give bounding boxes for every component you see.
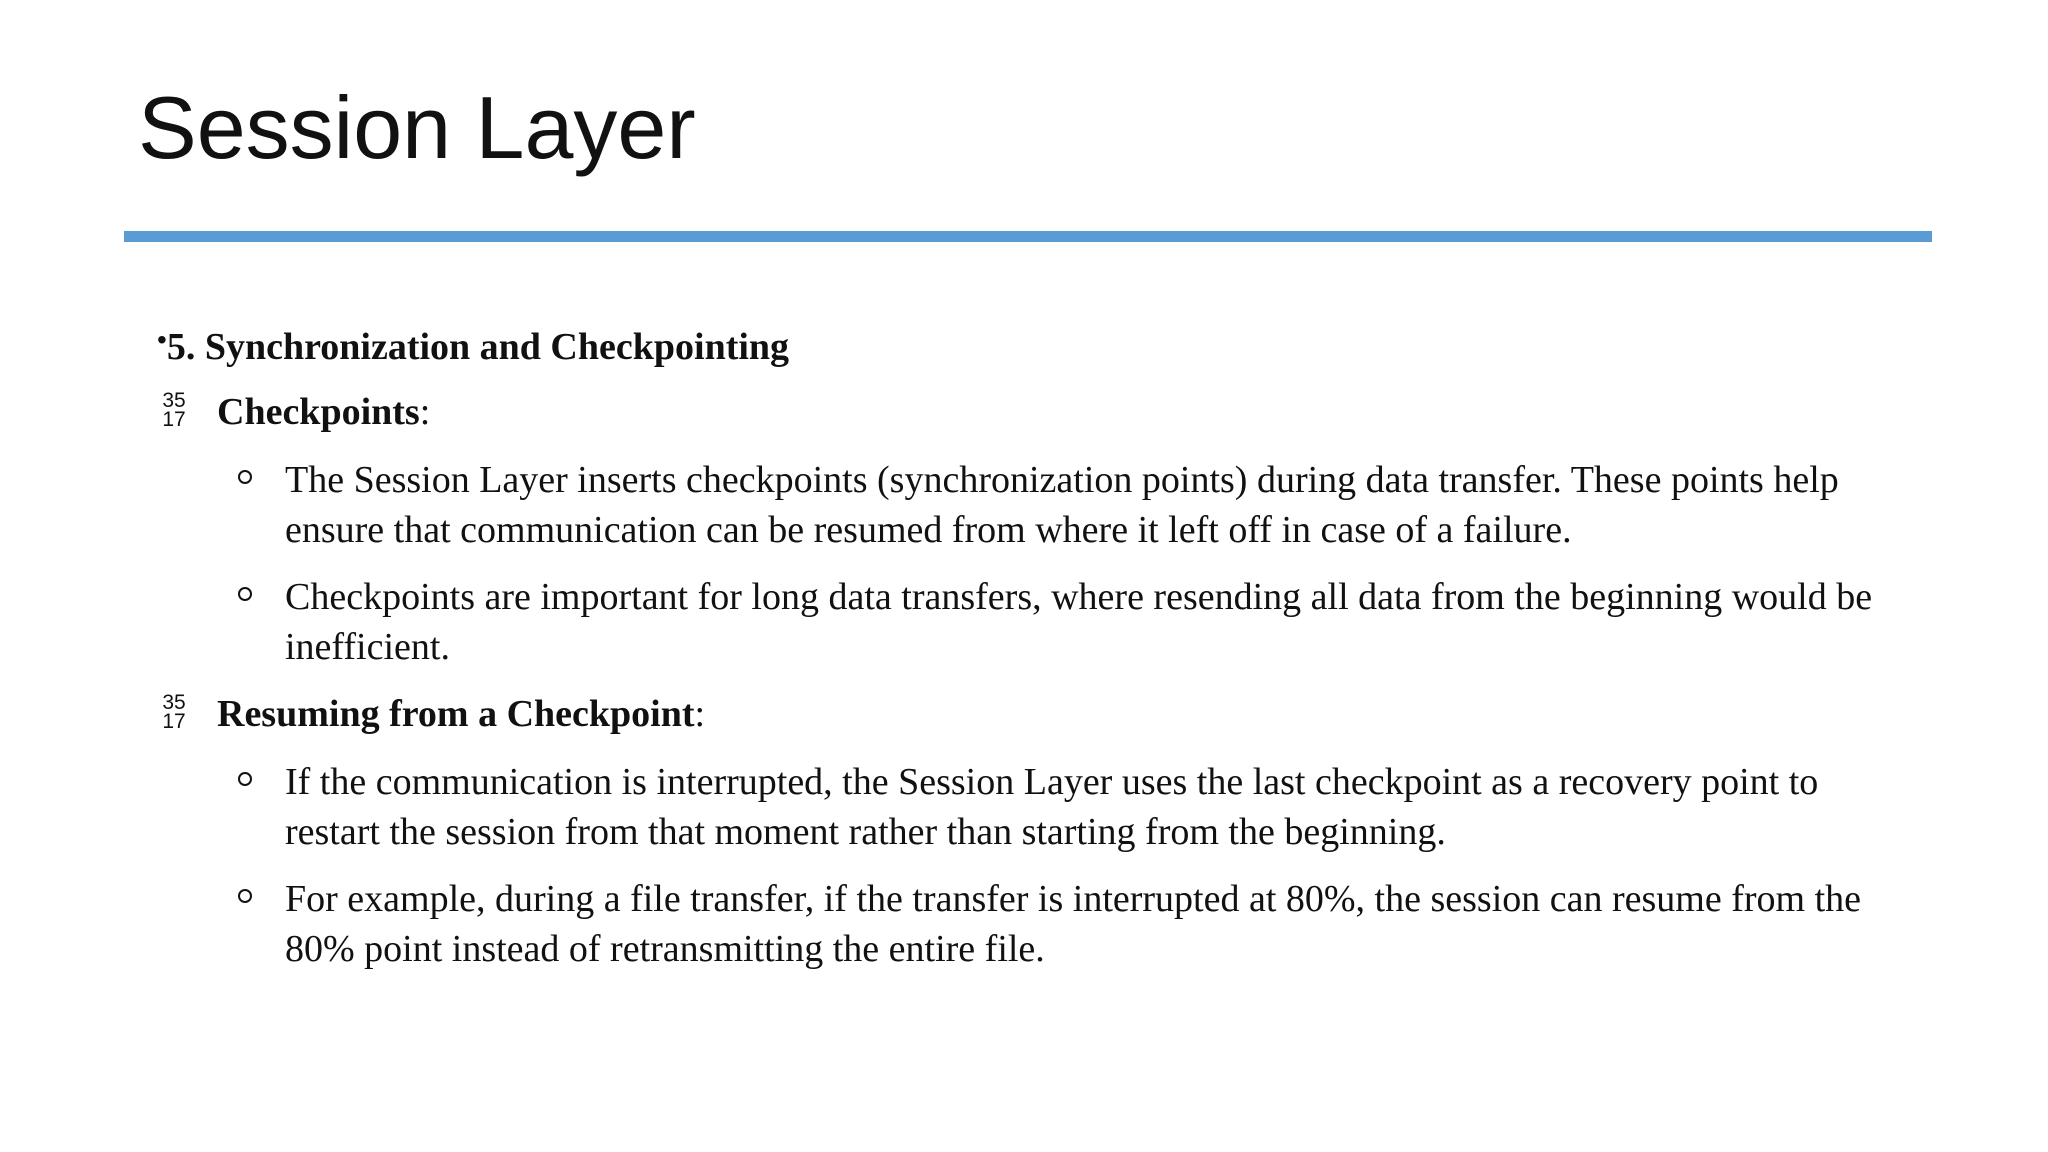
list-item-line: restart the session from that moment rather than starting from the beginning.	[285, 811, 1446, 853]
list-item-text	[285, 757, 1925, 857]
bullet-dot-icon: •	[157, 324, 167, 355]
slide-title: Session Layer	[138, 78, 696, 177]
subsection-label-text: Resuming from a Checkpoint	[217, 693, 695, 735]
subsection-marker-icon	[159, 693, 189, 731]
hollow-circle-bullet-icon	[238, 587, 252, 601]
subsection-label-suffix: :	[694, 693, 706, 735]
marker-bottom-number: 17	[162, 710, 186, 733]
list-item-line: Checkpoints are important for long data transfers, where resending all data from the beginning would be	[285, 576, 1873, 618]
marker-top-number: 35	[162, 389, 186, 412]
list-item-line: 80% point instead of retransmitting the entire file.	[285, 928, 1045, 970]
title-underline-rule	[124, 231, 1932, 242]
list-item-line: ensure that communication can be resumed from where it left off in case of a failure.	[285, 509, 1572, 551]
section-heading-text: 5. Synchronization and Checkpointing	[166, 326, 790, 368]
subsection-label	[217, 387, 430, 437]
list-item-text	[285, 572, 1925, 672]
subsection-label	[217, 689, 705, 739]
hollow-circle-bullet-icon	[238, 772, 252, 786]
list-item-line: For example, during a file transfer, if the transfer is interrupted at 80%, the session can resume from the	[285, 878, 1862, 920]
section-heading	[157, 322, 789, 375]
list-item-line: If the communication is interrupted, the Session Layer uses the last checkpoint as a recovery point to	[285, 761, 1819, 803]
list-item-line: The Session Layer inserts checkpoints (synchronization points) during data transfer. These points help	[285, 459, 1839, 501]
list-item-text	[285, 455, 1925, 555]
list-item-line: inefficient.	[285, 626, 450, 668]
subsection-label-text: Checkpoints	[217, 391, 420, 433]
marker-top-number: 35	[162, 691, 186, 714]
subsection-label-suffix: :	[419, 391, 431, 433]
list-item-text	[285, 874, 1925, 974]
marker-bottom-number: 17	[162, 408, 186, 431]
hollow-circle-bullet-icon	[238, 470, 252, 484]
subsection-marker-icon	[159, 391, 189, 429]
hollow-circle-bullet-icon	[238, 889, 252, 903]
